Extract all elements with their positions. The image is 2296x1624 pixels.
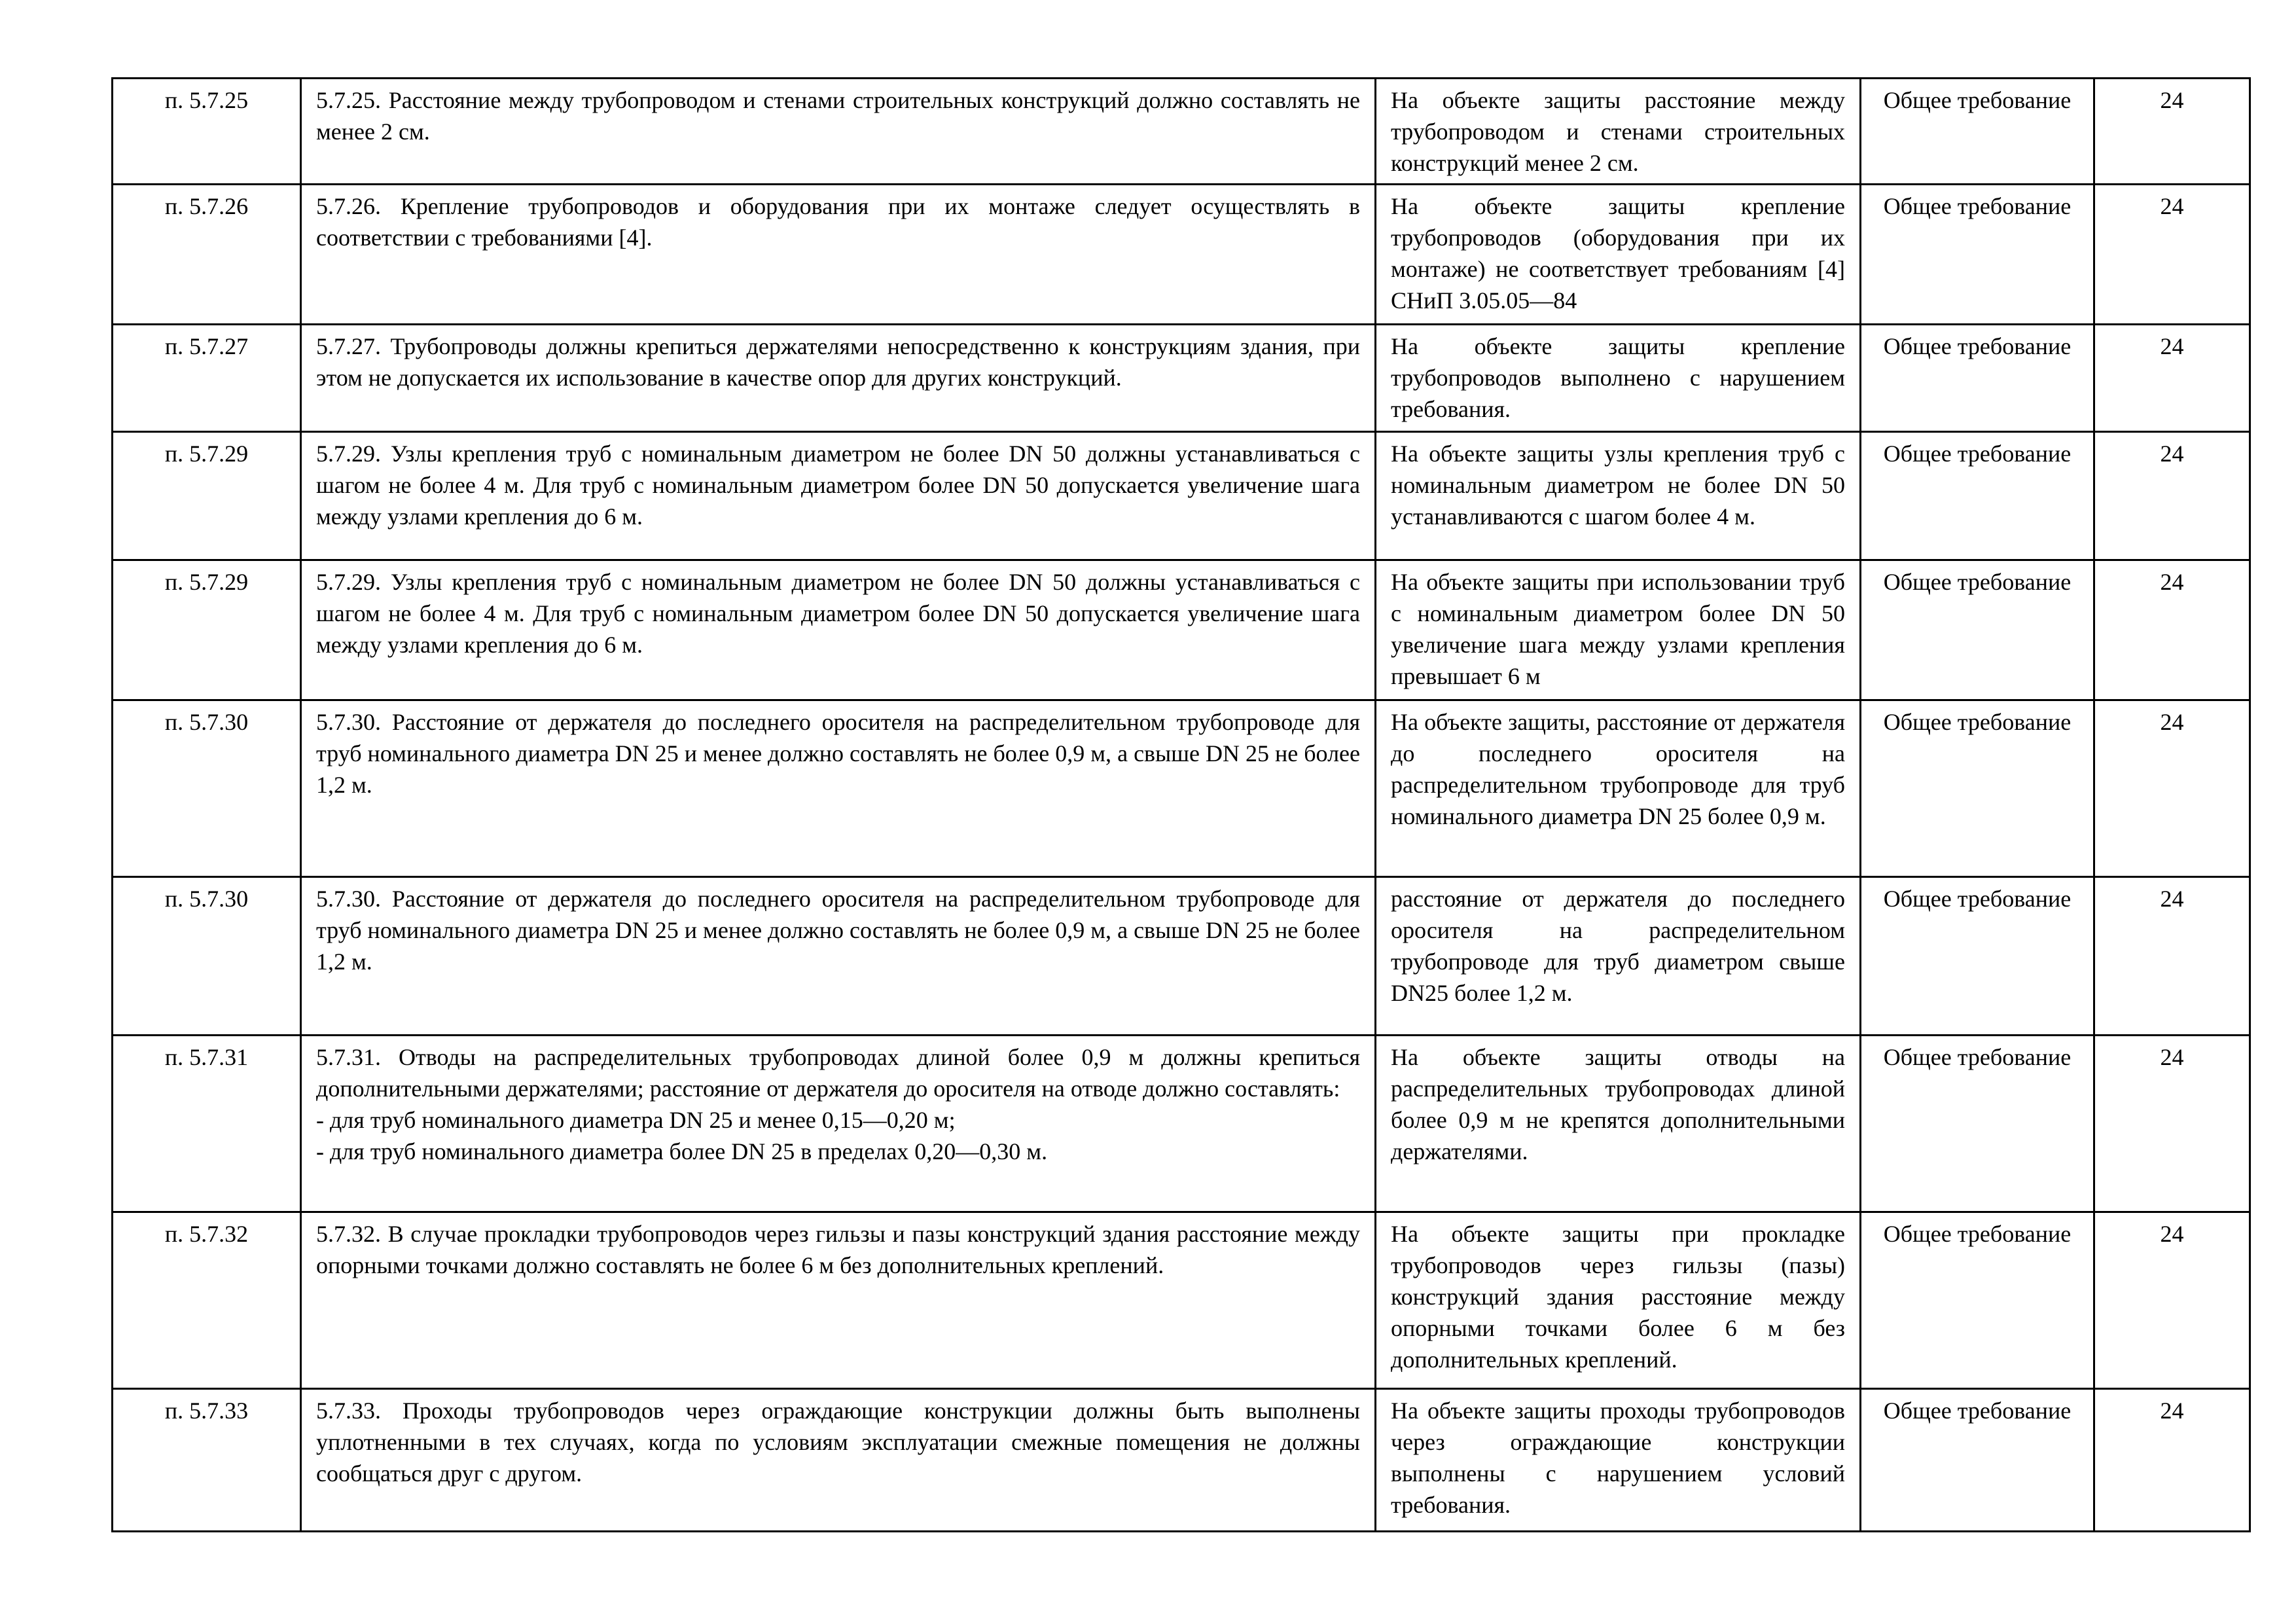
number-cell: 24 [2094, 325, 2250, 432]
clause-ref: п. 5.7.30 [113, 877, 301, 1036]
category-cell: Общее требование [1861, 1389, 2094, 1532]
violation-text: расстояние от держателя до последнего оросителя на распределительном трубопроводе для труб диаметром свыше DN25 более 1,2 м. [1376, 877, 1861, 1036]
requirement-text: 5.7.30. Расстояние от держателя до последнего оросителя на распределительном трубопроводе для труб номинального диаметра DN 25 и менее должно составлять не более 0,9 м, а свыше DN 25 не более 1,2 м. [301, 877, 1376, 1036]
table-row [113, 1389, 2250, 1532]
category-cell: Общее требование [1861, 325, 2094, 432]
number-cell: 24 [2094, 1036, 2250, 1212]
violation-text: На объекте защиты при использовании труб с номинальным диаметром более DN 50 увеличение шага между узлами крепления превышает 6 м [1376, 560, 1861, 700]
number-cell: 24 [2094, 877, 2250, 1036]
table-row [113, 560, 2250, 700]
table-row [113, 185, 2250, 325]
number-cell: 24 [2094, 185, 2250, 325]
requirement-text: 5.7.29. Узлы крепления труб с номинальным диаметром не более DN 50 должны устанавливаться с шагом не более 4 м. Для труб с номинальным диаметром более DN 50 допускается увеличение шага между узлами крепления до 6 м. [301, 432, 1376, 560]
table-row [113, 79, 2250, 185]
clause-ref: п. 5.7.31 [113, 1036, 301, 1212]
table-row [113, 1212, 2250, 1389]
table-row [113, 700, 2250, 877]
violation-text: На объекте защиты крепление трубопроводов выполнено с нарушением требования. [1376, 325, 1861, 432]
violation-text: На объекте защиты при прокладке трубопроводов через гильзы (пазы) конструкций здания расстояние между опорными точками более 6 м без дополнительных креплений. [1376, 1212, 1861, 1389]
requirement-text: 5.7.33. Проходы трубопроводов через ограждающие конструкции должны быть выполнены уплотненными в тех случаях, когда по условиям эксплуатации смежные помещения не должны сообщаться друг с другом. [301, 1389, 1376, 1532]
violation-text: На объекте защиты узлы крепления труб с номинальным диаметром не более DN 50 устанавливаются с шагом более 4 м. [1376, 432, 1861, 560]
table-row [113, 877, 2250, 1036]
clause-ref: п. 5.7.33 [113, 1389, 301, 1532]
clause-ref: п. 5.7.27 [113, 325, 301, 432]
table-row [113, 325, 2250, 432]
requirement-text: 5.7.29. Узлы крепления труб с номинальным диаметром не более DN 50 должны устанавливаться с шагом не более 4 м. Для труб с номинальным диаметром более DN 50 допускается увеличение шага между узлами крепления до 6 м. [301, 560, 1376, 700]
category-cell: Общее требование [1861, 877, 2094, 1036]
clause-ref: п. 5.7.32 [113, 1212, 301, 1389]
category-cell: Общее требование [1861, 1036, 2094, 1212]
number-cell: 24 [2094, 560, 2250, 700]
violation-text: На объекте защиты, расстояние от держателя до последнего оросителя на распределительном трубопроводе для труб номинального диаметра DN 25 более 0,9 м. [1376, 700, 1861, 877]
requirement-text: 5.7.31. Отводы на распределительных трубопроводах длиной более 0,9 м должны крепиться дополнительными держателями; расстояние от держателя до оросителя на отводе должно составлять: - для труб номинального диаметра DN 25 и менее 0,15—0,20 м; - для труб номинального диаметра более DN 25 в пределах 0,20—0,30 м. [301, 1036, 1376, 1212]
number-cell: 24 [2094, 79, 2250, 185]
clause-ref: п. 5.7.25 [113, 79, 301, 185]
category-cell: Общее требование [1861, 1212, 2094, 1389]
clause-ref: п. 5.7.30 [113, 700, 301, 877]
requirement-text: 5.7.30. Расстояние от держателя до последнего оросителя на распределительном трубопроводе для труб номинального диаметра DN 25 и менее должно составлять не более 0,9 м, а свыше DN 25 не более 1,2 м. [301, 700, 1376, 877]
clause-ref: п. 5.7.29 [113, 560, 301, 700]
violation-text: На объекте защиты проходы трубопроводов через ограждающие конструкции выполнены с нарушением условий требования. [1376, 1389, 1861, 1532]
clause-ref: п. 5.7.26 [113, 185, 301, 325]
requirements-table [111, 77, 2251, 1532]
violation-text: На объекте защиты крепление трубопроводов (оборудования при их монтаже) не соответствует требованиям [4] СНиП 3.05.05—84 [1376, 185, 1861, 325]
violation-text: На объекте защиты расстояние между трубопроводом и стенами строительных конструкций менее 2 см. [1376, 79, 1861, 185]
table-row [113, 432, 2250, 560]
number-cell: 24 [2094, 1389, 2250, 1532]
violation-text: На объекте защиты отводы на распределительных трубопроводах длиной более 0,9 м не крепятся дополнительными держателями. [1376, 1036, 1861, 1212]
category-cell: Общее требование [1861, 79, 2094, 185]
category-cell: Общее требование [1861, 432, 2094, 560]
category-cell: Общее требование [1861, 185, 2094, 325]
requirement-text: 5.7.25. Расстояние между трубопроводом и стенами строительных конструкций должно составлять не менее 2 см. [301, 79, 1376, 185]
category-cell: Общее требование [1861, 700, 2094, 877]
number-cell: 24 [2094, 432, 2250, 560]
requirement-text: 5.7.32. В случае прокладки трубопроводов через гильзы и пазы конструкций здания расстояние между опорными точками должно составлять не более 6 м без дополнительных креплений. [301, 1212, 1376, 1389]
number-cell: 24 [2094, 700, 2250, 877]
table-row [113, 1036, 2250, 1212]
clause-ref: п. 5.7.29 [113, 432, 301, 560]
number-cell: 24 [2094, 1212, 2250, 1389]
category-cell: Общее требование [1861, 560, 2094, 700]
requirement-text: 5.7.26. Крепление трубопроводов и оборудования при их монтаже следует осуществлять в соответствии с требованиями [4]. [301, 185, 1376, 325]
requirement-text: 5.7.27. Трубопроводы должны крепиться держателями непосредственно к конструкциям здания, при этом не допускается их использование в качестве опор для других конструкций. [301, 325, 1376, 432]
